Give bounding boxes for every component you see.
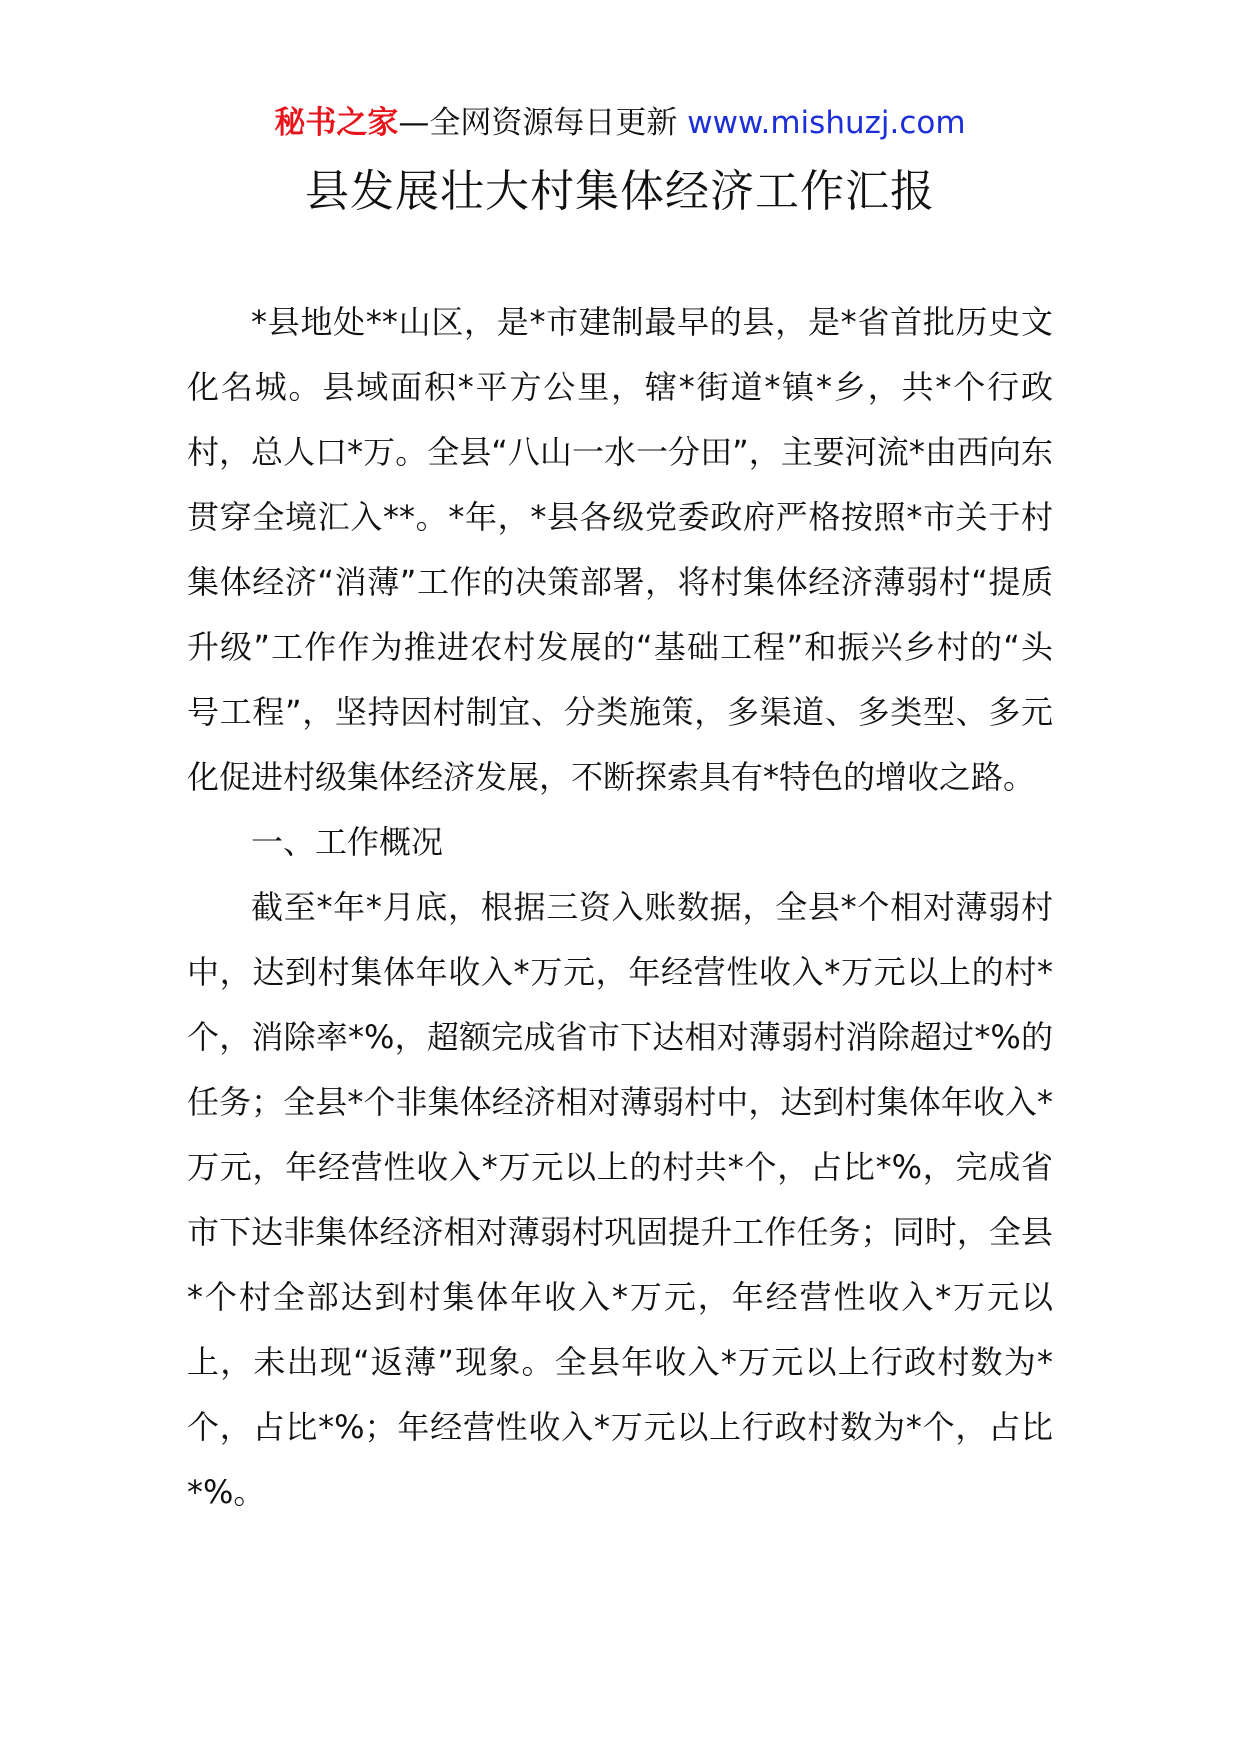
document-title: 县发展壮大村集体经济工作汇报	[305, 166, 935, 217]
intro-paragraph: *县地处**山区，是*市建制最早的县，是*省首批历史文化名城。县域面积*平方公里，辖*街道*镇*乡，共*个行政村，总人口*万。全县“八山一水一分田”，主要河流*由西向东贯穿全境汇入**。*年，*县各级党委政府严格按照*市关于村集体经济“消薄”工作的决策部署，将村集体经济薄弱村“提质升级”工作作为推进农村发展的“基础工程”和振兴乡村的“头号工程”，坚持因村制宜、分类施策，多渠道、多类型、多元化促进村级集体经济发展，不断探索具有*特色的增收之路。	[187, 303, 1053, 796]
work-overview-paragraph: 截至*年*月底，根据三资入账数据，全县*个相对薄弱村中，达到村集体年收入*万元，年经营性收入*万元以上的村*个，消除率*%，超额完成省市下达相对薄弱村消除超过*%的任务；全县*个非集体经济相对薄弱村中，达到村集体年收入*万元，年经营性收入*万元以上的村共*个，占比*%，完成省市下达非集体经济相对薄弱村巩固提升工作任务；同时，全县*个村全部达到村集体年收入*万元，年经营性收入*万元以上，未出现“返薄”现象。全县年收入*万元以上行政村数为*个，占比*%；年经营性收入*万元以上行政村数为*个，占比*%。	[187, 888, 1053, 1511]
section-heading-work-overview: 一、工作概况	[251, 823, 444, 861]
document-body	[187, 290, 1053, 1525]
brand-name: 秘书之家	[274, 105, 399, 141]
header-tagline: —全网资源每日更新	[398, 105, 678, 141]
site-url-link[interactable]: www.mishuzj.com	[687, 105, 966, 141]
site-header	[0, 100, 1240, 146]
